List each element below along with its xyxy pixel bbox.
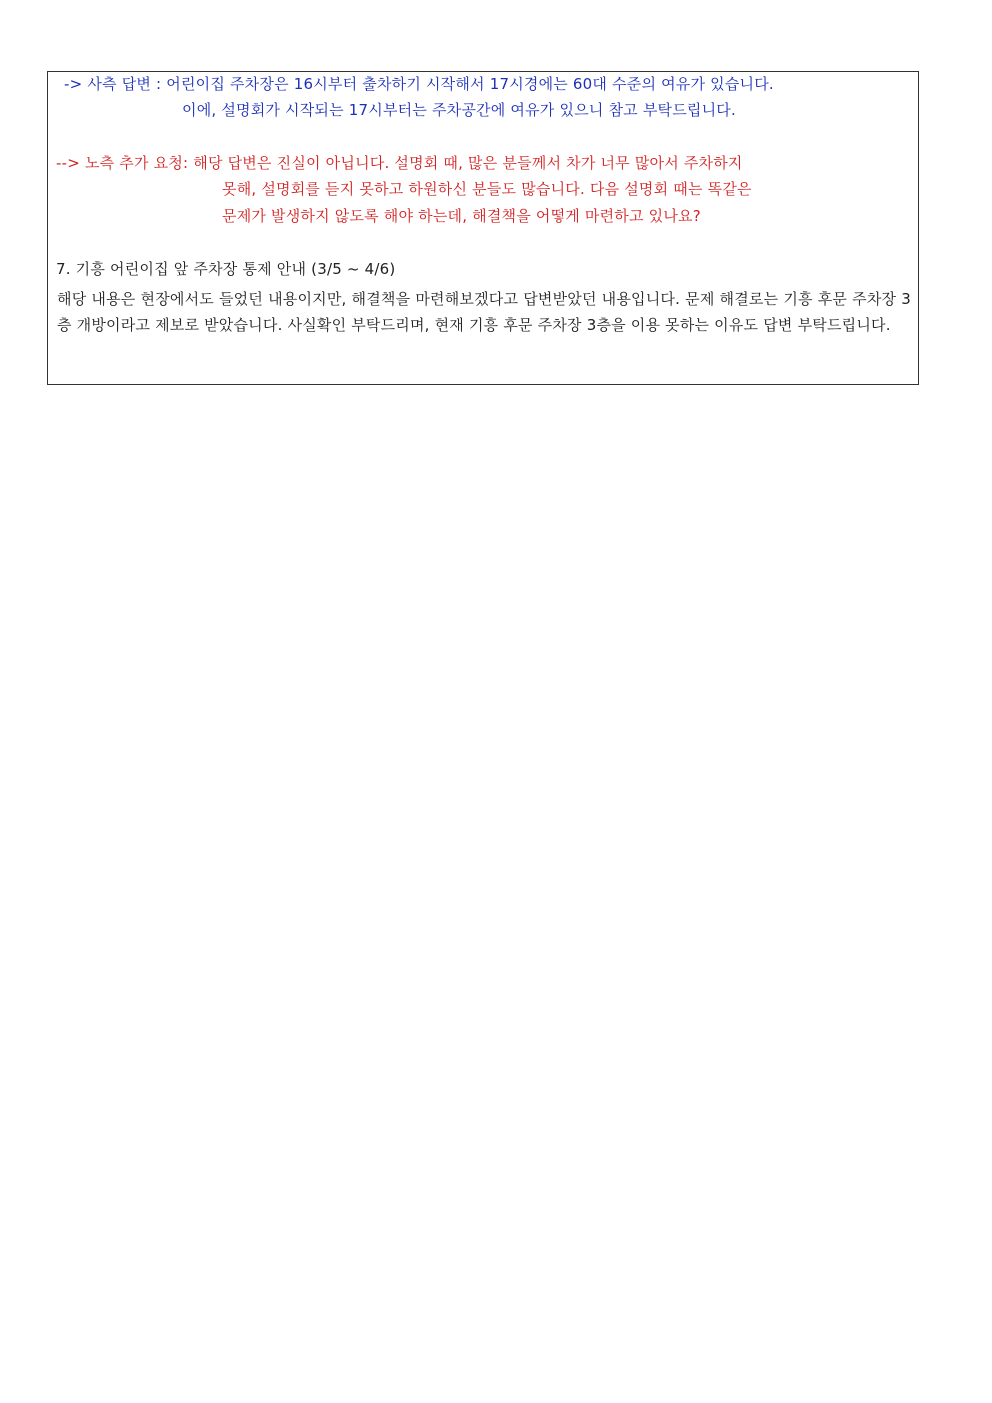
section-7-body: 해당 내용은 현장에서도 들었던 내용이지만, 해결책을 마련해보겠다고 답변받았던 내용입니다. 문제 해결로는 기흥 후문 주차장 3층 개방이라고 제보로 받았습니다. 사실확인 부탁드리며, 현재 기흥 후문 주차장 3층을 이용 못하는 이유도 답변 부탁드립니다. <box>57 290 911 334</box>
company-reply-line-1: -> 사측 답변 : 어린이집 주차장은 16시부터 출차하기 시작해서 17시경에는 60대 수준의 여유가 있습니다. <box>64 75 774 93</box>
union-request-line-3: 문제가 발생하지 않도록 해야 하는데, 해결책을 어떻게 마련하고 있나요? <box>222 207 701 225</box>
union-request-line-2: 못해, 설명회를 듣지 못하고 하원하신 분들도 많습니다. 다음 설명회 때는 똑같은 <box>222 180 752 198</box>
section-7-heading: 7. 기흥 어린이집 앞 주차장 통제 안내 (3/5 ~ 4/6) <box>56 260 396 278</box>
document-box <box>47 71 919 385</box>
company-reply-line-2: 이에, 설명회가 시작되는 17시부터는 주차공간에 여유가 있으니 참고 부탁드립니다. <box>182 101 736 119</box>
union-request-line-1: --> 노측 추가 요청: 해당 답변은 진실이 아닙니다. 설명회 때, 많은 분들께서 차가 너무 많아서 주차하지 <box>56 154 743 172</box>
